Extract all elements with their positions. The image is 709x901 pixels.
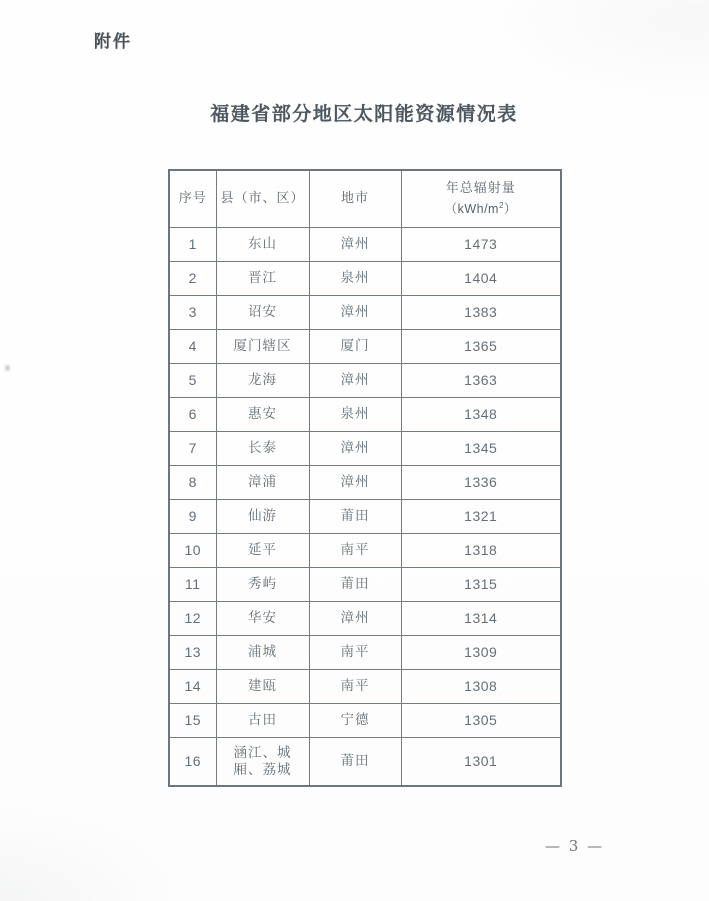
header-index: 序号 (169, 170, 216, 227)
county-cell: 华安 (216, 601, 309, 635)
table-row (169, 227, 561, 261)
radiation-cell: 1383 (401, 295, 561, 329)
city-cell: 漳州 (309, 431, 401, 465)
city-cell: 莆田 (309, 499, 401, 533)
county-cell: 秀屿 (216, 567, 309, 601)
row-index: 4 (169, 329, 216, 363)
city-cell: 漳州 (309, 363, 401, 397)
city-cell: 南平 (309, 533, 401, 567)
page-number: — 3 — (545, 837, 605, 855)
table-row (169, 295, 561, 329)
row-index: 10 (169, 533, 216, 567)
row-index: 6 (169, 397, 216, 431)
radiation-cell: 1318 (401, 533, 561, 567)
solar-resource-table (168, 169, 562, 787)
county-cell: 长泰 (216, 431, 309, 465)
radiation-cell: 1315 (401, 567, 561, 601)
county-cell: 漳浦 (216, 465, 309, 499)
table-row (169, 465, 561, 499)
county-cell: 仙游 (216, 499, 309, 533)
table-row (169, 499, 561, 533)
table-row (169, 329, 561, 363)
table-body (169, 227, 561, 786)
row-index: 1 (169, 227, 216, 261)
table-row (169, 703, 561, 737)
city-cell: 厦门 (309, 329, 401, 363)
row-index: 15 (169, 703, 216, 737)
scan-artifact (5, 365, 10, 371)
table-row (169, 363, 561, 397)
radiation-cell: 1314 (401, 601, 561, 635)
row-index: 12 (169, 601, 216, 635)
city-cell: 宁德 (309, 703, 401, 737)
county-cell: 浦城 (216, 635, 309, 669)
table-row (169, 601, 561, 635)
radiation-cell: 1309 (401, 635, 561, 669)
city-cell: 泉州 (309, 261, 401, 295)
page-title: 福建省部分地区太阳能资源情况表 (210, 104, 518, 125)
radiation-cell: 1348 (401, 397, 561, 431)
table-row (169, 567, 561, 601)
city-cell: 漳州 (309, 295, 401, 329)
city-cell: 泉州 (309, 397, 401, 431)
header-county: 县（市、区） (216, 170, 309, 227)
city-cell: 莆田 (309, 567, 401, 601)
radiation-cell: 1308 (401, 669, 561, 703)
city-cell: 漳州 (309, 227, 401, 261)
radiation-cell: 1321 (401, 499, 561, 533)
city-cell: 南平 (309, 669, 401, 703)
row-index: 16 (169, 737, 216, 786)
radiation-cell: 1404 (401, 261, 561, 295)
header-city: 地市 (309, 170, 401, 227)
table-row (169, 669, 561, 703)
table-header-row (169, 170, 561, 227)
county-cell: 诏安 (216, 295, 309, 329)
row-index: 14 (169, 669, 216, 703)
row-index: 13 (169, 635, 216, 669)
row-index: 9 (169, 499, 216, 533)
row-index: 5 (169, 363, 216, 397)
county-cell: 延平 (216, 533, 309, 567)
city-cell: 莆田 (309, 737, 401, 786)
city-cell: 漳州 (309, 601, 401, 635)
header-radiation-title: 年总辐射量 (445, 179, 516, 195)
attachment-label: 附件 (94, 32, 132, 51)
radiation-cell: 1473 (401, 227, 561, 261)
radiation-cell: 1301 (401, 737, 561, 786)
row-index: 11 (169, 567, 216, 601)
radiation-cell: 1345 (401, 431, 561, 465)
county-cell: 惠安 (216, 397, 309, 431)
row-index: 7 (169, 431, 216, 465)
county-cell: 建瓯 (216, 669, 309, 703)
row-index: 3 (169, 295, 216, 329)
table-row (169, 397, 561, 431)
county-cell: 东山 (216, 227, 309, 261)
radiation-cell: 1365 (401, 329, 561, 363)
county-cell: 厦门辖区 (216, 329, 309, 363)
radiation-cell: 1336 (401, 465, 561, 499)
county-cell: 古田 (216, 703, 309, 737)
radiation-cell: 1363 (401, 363, 561, 397)
table-row (169, 431, 561, 465)
table-row (169, 737, 561, 786)
table-header (169, 170, 561, 227)
row-index: 2 (169, 261, 216, 295)
city-cell: 漳州 (309, 465, 401, 499)
radiation-cell: 1305 (401, 703, 561, 737)
county-cell: 龙海 (216, 363, 309, 397)
county-cell: 晋江 (216, 261, 309, 295)
row-index: 8 (169, 465, 216, 499)
county-cell: 涵江、城厢、荔城 (216, 737, 309, 786)
table-row (169, 533, 561, 567)
header-radiation-unit: $(kWh/m^2)$ (444, 200, 517, 216)
city-cell: 南平 (309, 635, 401, 669)
table-row (169, 635, 561, 669)
table-row (169, 261, 561, 295)
header-radiation (401, 170, 561, 227)
